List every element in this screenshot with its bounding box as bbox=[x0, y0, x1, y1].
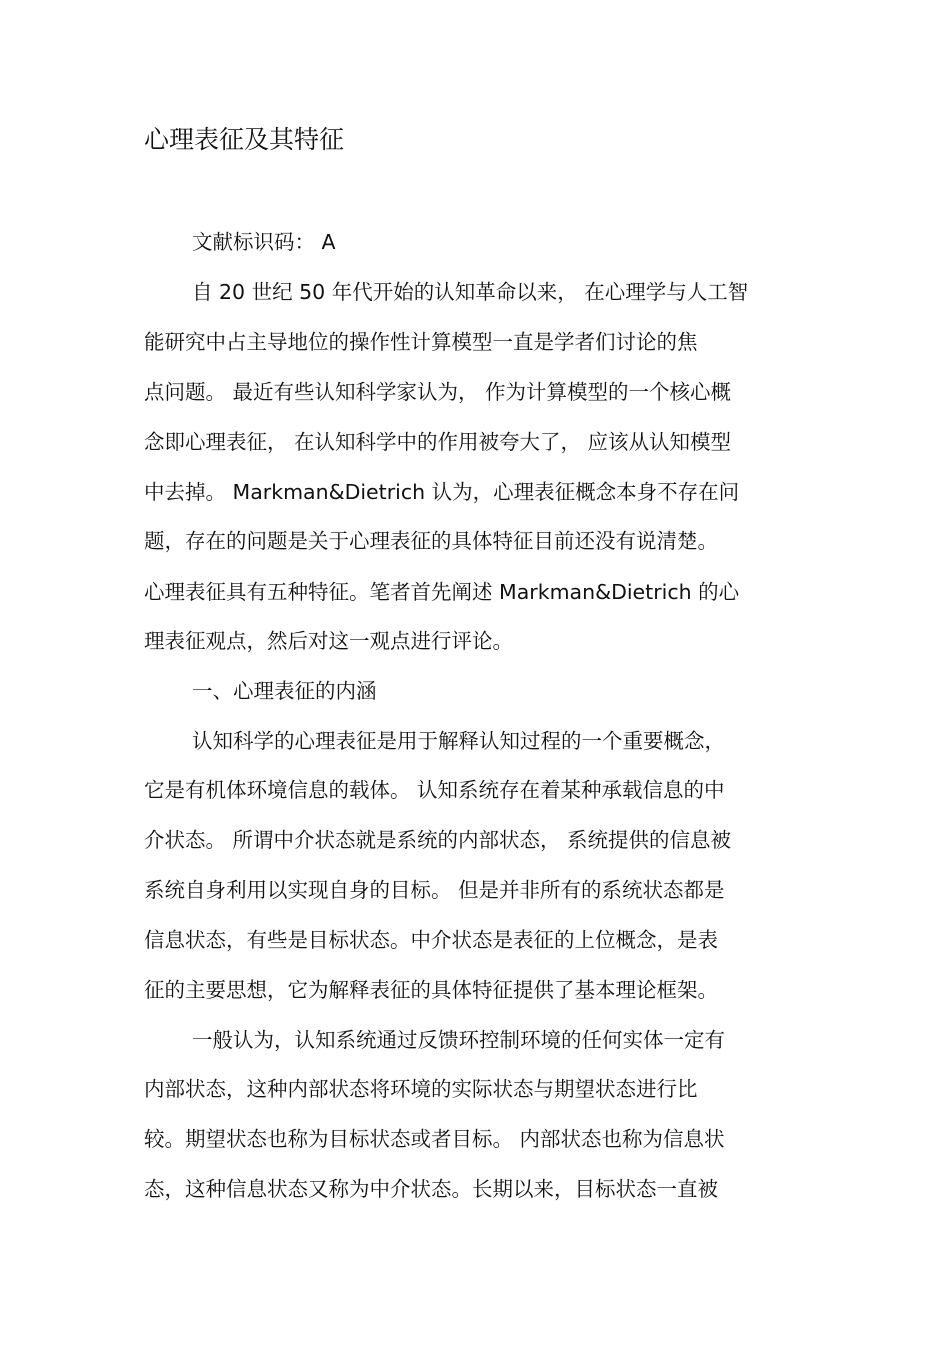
paragraph-line: 念即心理表征， 在认知科学中的作用被夸大了， 应该从认知模型 bbox=[144, 430, 732, 454]
doc-code-line: 文献标识码： A bbox=[192, 230, 336, 254]
document-title: 心理表征及其特征 bbox=[144, 125, 345, 154]
paragraph-line: 介状态。 所谓中介状态就是系统的内部状态， 系统提供的信息被 bbox=[144, 828, 732, 852]
paragraph-line: 理表征观点，然后对这一观点进行评论。 bbox=[144, 629, 513, 653]
paragraph-line: 它是有机体环境信息的载体。 认知系统存在着某种承载信息的中 bbox=[144, 778, 725, 802]
paragraph-line: 内部状态，这种内部状态将环境的实际状态与期望状态进行比 bbox=[144, 1077, 698, 1101]
paragraph-line: 点问题。 最近有些认知科学家认为， 作为计算模型的一个核心概 bbox=[144, 380, 732, 404]
paragraph-line: 征的主要思想，它为解释表征的具体特征提供了基本理论框架。 bbox=[144, 978, 718, 1002]
paragraph-line: 能研究中占主导地位的操作性计算模型一直是学者们讨论的焦 bbox=[144, 330, 698, 354]
paragraph-line: 认知科学的心理表征是用于解释认知过程的一个重要概念， bbox=[192, 729, 725, 753]
paragraph-line: 自 20 世纪 50 年代开始的认知革命以来， 在心理学与人工智 bbox=[192, 280, 749, 304]
paragraph-line: 态，这种信息状态又称为中介状态。长期以来，目标状态一直被 bbox=[144, 1177, 718, 1201]
paragraph-line: 心理表征具有五种特征。笔者首先阐述 Markman&Dietrich 的心 bbox=[144, 580, 740, 604]
paragraph-line: 较。期望状态也称为目标状态或者目标。 内部状态也称为信息状 bbox=[144, 1127, 725, 1151]
paragraph-line: 题，存在的问题是关于心理表征的具体特征目前还没有说清楚。 bbox=[144, 529, 718, 553]
paragraph-line: 一般认为，认知系统通过反馈环控制环境的任何实体一定有 bbox=[192, 1028, 725, 1052]
paragraph-line: 信息状态，有些是目标状态。中介状态是表征的上位概念，是表 bbox=[144, 928, 718, 952]
paragraph-line: 系统自身利用以实现自身的目标。 但是并非所有的系统状态都是 bbox=[144, 878, 725, 902]
paragraph-line: 中去掉。 Markman&Dietrich 认为，心理表征概念本身不存在问 bbox=[144, 480, 740, 504]
section-heading: 一、心理表征的内涵 bbox=[192, 679, 377, 703]
